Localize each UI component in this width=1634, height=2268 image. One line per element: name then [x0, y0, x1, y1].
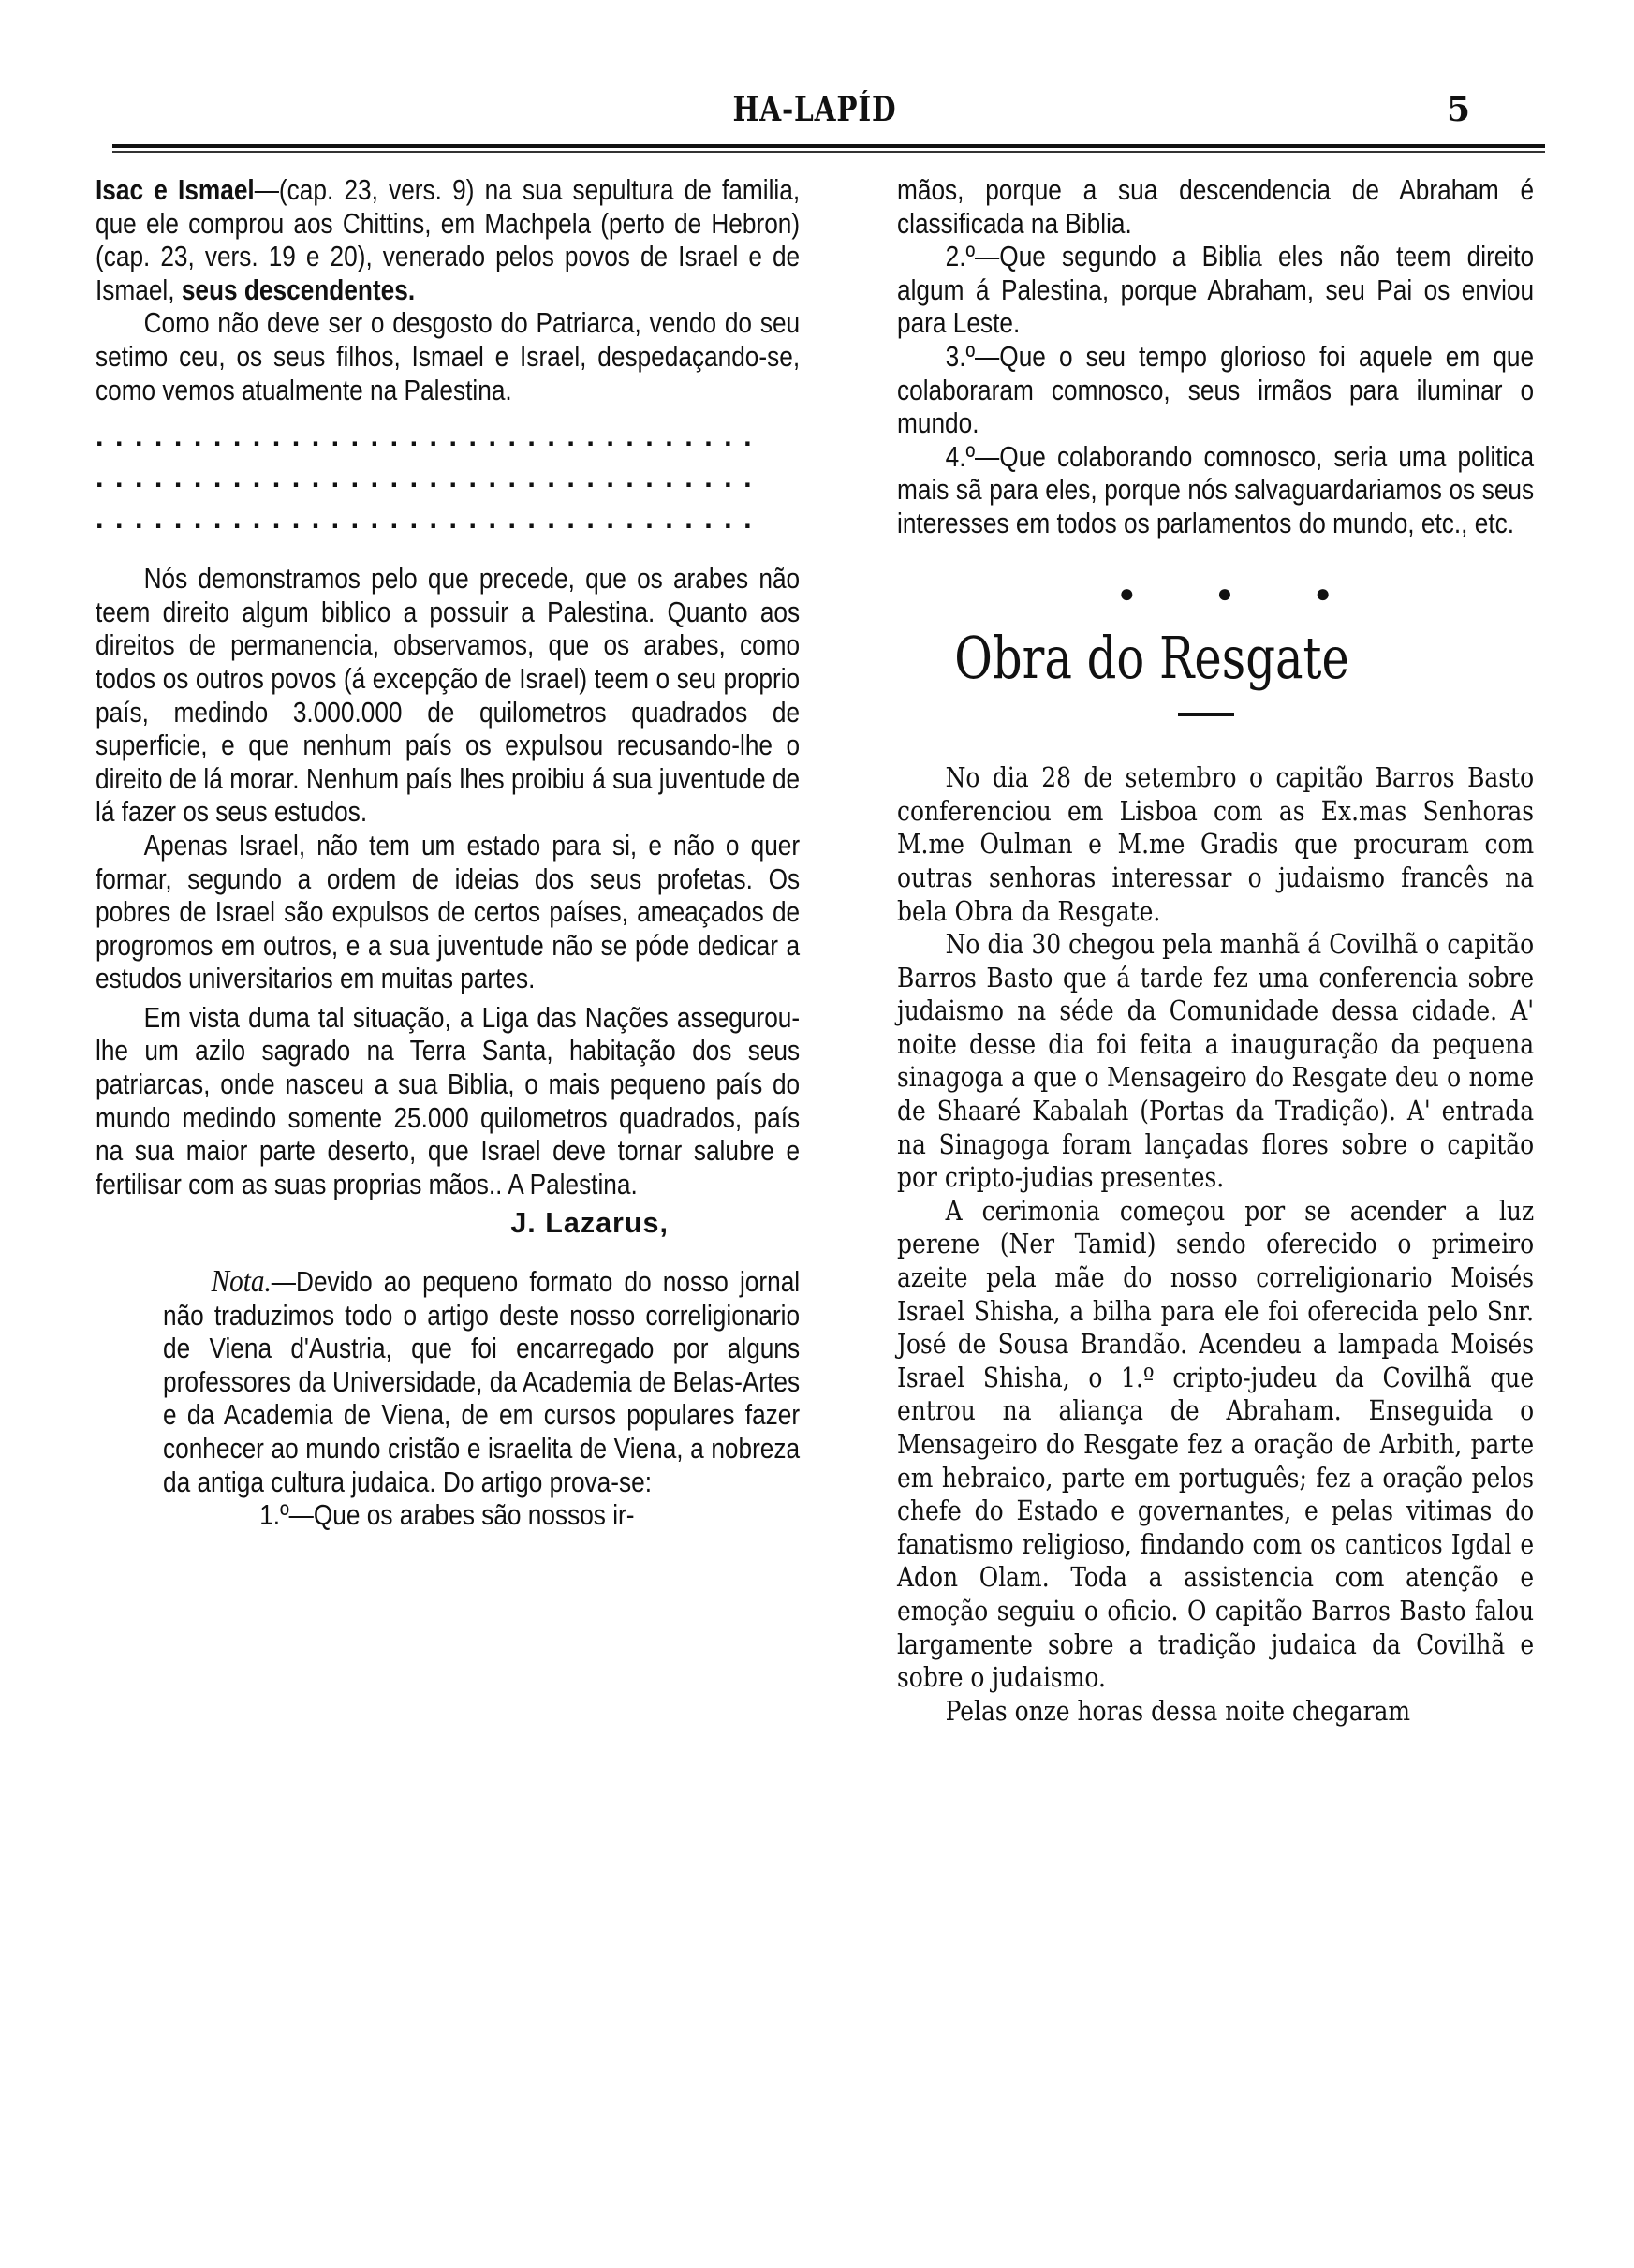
list-item-4: 4.º—Que colaborando comnosco, seria uma politica mais sã para eles, porque nós salvaguardariamos os seus interesses em todos os parlamentos do mundo, etc., etc.: [897, 440, 1535, 539]
paragraph-dia-30: No dia 30 chegou pela manhã á Covilhã o capitão Barros Basto que á tarde fez uma conferencia sobre judaismo na séde da Comunidade dessa cidade. A' noite desse dia foi feita a inauguração da pequena sinagoga a que o Mensageiro do Resgate deu o nome de Shaaré Kabalah (Portas da Tradição). A' entrada na Sinagoga foram lançadas flores sobre o capitão por cripto-judias presentes.: [897, 928, 1535, 1194]
paragraph-desgosto: Como não deve ser o desgosto do Patriarca, vendo do seu setimo ceu, os seus filhos, Ismael e Israel, despedaçando-se, como vemos atualmente na Palestina.: [96, 307, 801, 406]
left-column: [96, 174, 800, 1533]
paragraph-isac-ismael: Isac e Ismael—(cap. 23, vers. 9) na sua sepultura de familia, que ele comprou aos Chittins, em Machpela (perto de Hebron) (cap. 23, vers. 19 e 20), venerado pelos povos de Israel e de Ismael, seus descendentes.: [96, 174, 801, 306]
editor-note: [96, 1265, 800, 1533]
publication-title: HA-LAPÍD: [732, 90, 897, 129]
section-title: Obra do Resgate: [954, 624, 1349, 693]
ellipsis-row: ..................................: [96, 462, 764, 494]
spacer: [96, 538, 800, 563]
paragraph-cerimonia: A cerimonia começou por se acender a luz perene (Ner Tamid) sendo oferecido o primeiro azeite pela mãe do nosso correligionario Moisés Israel Shisha, a bilha para ele foi oferecida pelo Snr. José de Sousa Brandão. Acendeu a lampada Moisés Israel Shisha, o 1.º cripto-judeu da Covilhã que entrou na aliança de Abraham. Enseguida o Mensageiro do Resgate fez a oração de Arbith, parte em hebraico, parte em português; fez a oração pelos chefe do Estado e governantes, e pelas vitimas do fanatismo religioso, findando com os canticos Igdal e Adon Olam. Toda a assistencia com atenção e emoção seguiu o oficio. O capitão Barros Basto falou largamente sobre a tradição judaica da Covilhã e sobre o judaismo.: [897, 1194, 1535, 1694]
paragraph-demonstramos: Nós demonstramos pelo que precede, que os arabes não teem direito algum biblico a possuir a Palestina. Quanto aos direitos de permanencia, observamos, que os arabes, como todos os outros povos (á excepção de Israel) teem o seu proprio país, medindo 3.000.000 de quilometros quadrados de superficie, e que nenhum país os expulsou recusando-lhe o direito de lá morar. Nenhum país lhes proibiu á sua juventude de lá fazer os seus estudos.: [96, 563, 801, 829]
note-paragraph: Nota.—Devido ao pequeno formato do nosso jornal não traduzimos todo o artigo deste nosso correligionario de Viena d'Austria, que foi encarregado por alguns professores da Universidade, da Academia de Belas-Artes e da Academia de Viena, de em cursos populares fazer conhecer ao mundo cristão e israelita de Viena, a nobreza da antiga cultura judaica. Do artigo prova-se:: [163, 1264, 801, 1498]
ellipsis-row: ..................................: [96, 420, 764, 453]
paragraph-liga-das-nacoes: Em vista duma tal situação, a Liga das Nações assegurou-lhe um azilo sagrado na Terra Santa, habitação dos seus patriarcas, onde nasceu a sua Biblia, o mais pequeno país do mundo medindo somente 25.000 quilometros quadrados, país na sua maior parte deserto, que Israel deve tornar salubre e fertilisar com as suas proprias mãos.. A Palestina.: [96, 1001, 801, 1200]
list-item-2: 2.º—Que segundo a Biblia eles não teem direito algum á Palestina, porque Abraham, seu Pai os enviou para Leste.: [897, 241, 1535, 340]
list-item-1: 1.º—Que os arabes são nossos ir-: [259, 1499, 635, 1532]
page-number: 5: [1446, 90, 1470, 129]
section-divider-dots: ● ● ●: [1118, 578, 1369, 608]
page-header: [84, 90, 1545, 155]
bold-tail: seus descendentes.: [181, 273, 416, 306]
paragraph-onze-horas: Pelas onze horas dessa noite chegaram: [945, 1694, 1411, 1727]
list-item-3: 3.º—Que o seu tempo glorioso foi aquele em que colaboraram comnosco, seus irmãos para iluminar o mundo.: [897, 340, 1535, 440]
ellipsis-row: ..................................: [96, 503, 764, 536]
header-rule: [112, 144, 1545, 148]
article-obra-do-resgate: [897, 761, 1534, 1728]
author-signature: J. Lazarus,: [510, 1207, 669, 1240]
bold-lead: Isac e Ismael: [96, 174, 255, 206]
paragraph-28-setembro: No dia 28 de setembro o capitão Barros Basto conferenciou em Lisboa com as Ex.mas Senhoras M.me Oulman e M.me Gradis que procuram com outras senhoras interessar o judaismo francês na bela Obra da Resgate.: [897, 761, 1535, 927]
paragraph-apenas-israel: Apenas Israel, não tem um estado para si, e não o quer formar, segundo a ordem de ideias dos seus profetas. Os pobres de Israel são expulsos de certos países, ameaçados de progromos em outros, e a sua juventude não se póde dedicar a estudos universitarios em muitas partes.: [96, 829, 801, 995]
note-label: Nota.: [211, 1264, 272, 1300]
spacer: [96, 1241, 800, 1265]
right-column: [897, 174, 1534, 1728]
header-rule-secondary: [112, 151, 1545, 153]
title-underline: [1178, 713, 1234, 716]
list-item-1-continued: mãos, porque a sua descendencia de Abraham é classificada na Biblia.: [897, 174, 1535, 240]
